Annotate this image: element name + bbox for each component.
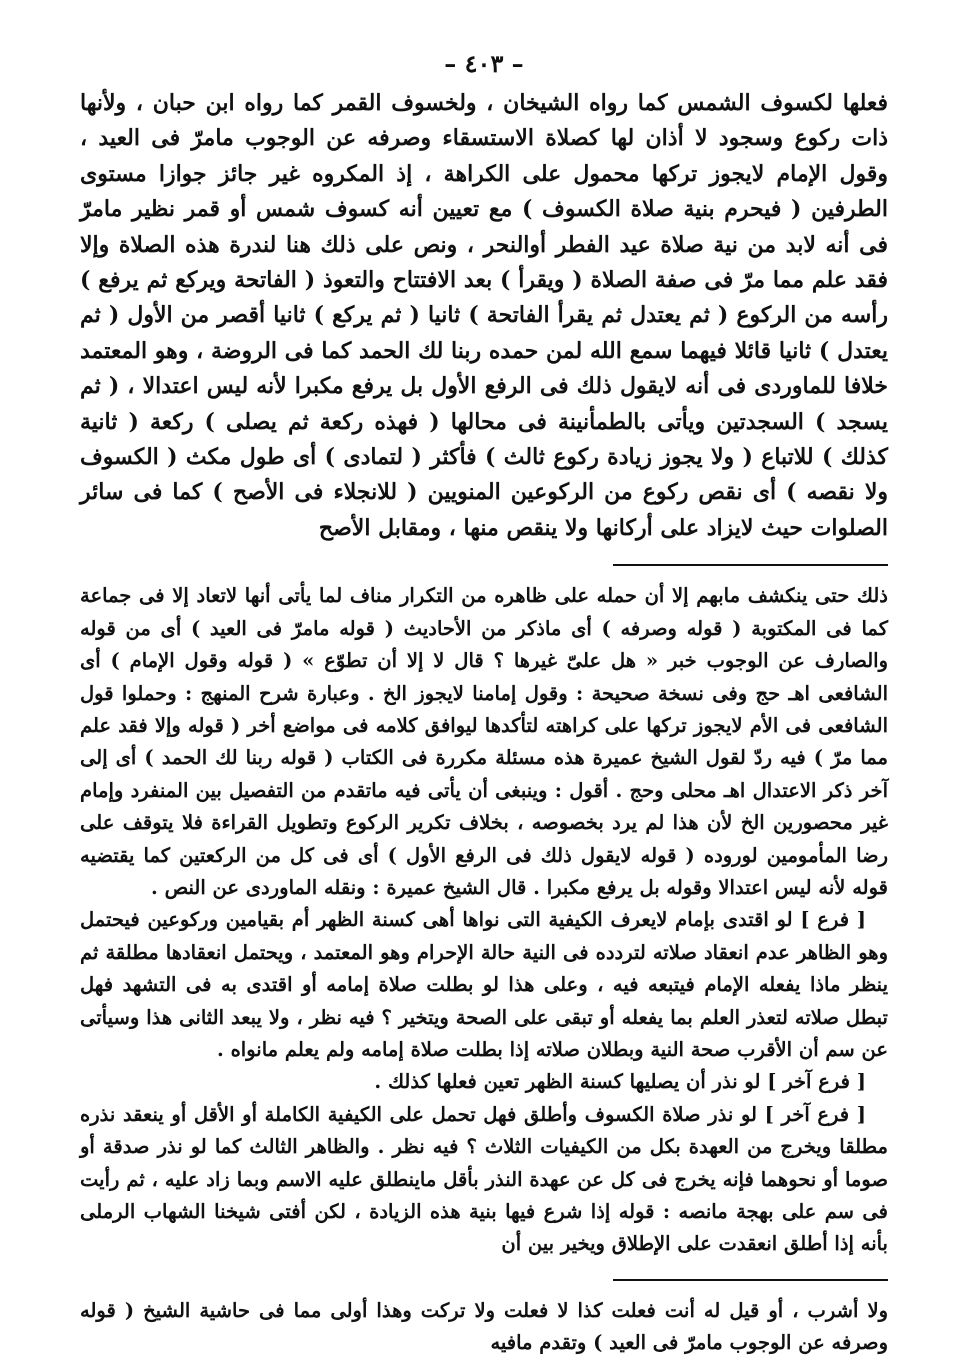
commentary-paragraph-far-akhar-1: [ فرع آخر ] لو نذر أن يصليها كسنة الظهر تعين فعلها كذلك . [374,1070,866,1094]
commentary-lower [80,1295,888,1360]
main-text [80,86,888,546]
commentary-lower-paragraph: ولا أشرب ، أو قيل له أنت فعلت كذا لا فعلت ولا تركت وهذا أولى مما فى حاشية الشيخ ( قوله وصرفه عن الوجوب مامرّ فى العيد ) وتقدم مافيه [80,1298,888,1355]
commentary-paragraph: ذلك حتى ينكشف مابهم إلا أن حمله على ظاهره من التكرار مناف لما يأتى أنها لاتعاد إلا فى جماعة كما فى المكتوبة ( قوله وصرفه ) أى ماذكر من الأحاديث ( قوله مامرّ فى العيد ) أى من قوله والصارف عن الوجوب خبر « هل علىّ غيرها ؟ قال لا إلا أن تطوّع » ( قوله وقول الإمام ) أى الشافعى اهـ حج وفى نسخة صحيحة : وقول إمامنا لايجوز الخ . وعبارة شرح المنهج : وحملوا قول الشافعى فى الأم لايجوز تركها على كراهته لتأكدها ليوافق كلامه فى مواضع أخر ( قوله وإلا فقد علم مما مرّ ) فيه ردّ لقول الشيخ عميرة هذه مسئلة مكررة فى الكتاب ( قوله ربنا لك الحمد ) أى إلى آخر ذكر الاعتدال اهـ محلى وحج . أقول : وينبغى أن يأتى فيه ماتقدم من التفصيل بين المنفرد وإمام غير محصورين الخ لأن هذا لم يرد بخصوصه ، بخلاف تكرير الركوع وتطويل القراءة فلا يتوقف على رضا المأمومين لوروده ( قوله لايقول ذلك فى الرفع الأول ) أى فى كل من الركعتين كما يقتضيه قوله لأنه ليس اعتدالا وقوله بل يرفع مكبرا . قال الشيخ عميرة : ونقله الماوردى عن النص . [80,584,888,899]
commentary-paragraph-far-akhar-2: [ فرع آخر ] لو نذر صلاة الكسوف وأطلق فهل تحمل على الكيفية الكاملة أو الأقل أو ينعقد نذره مطلقا ويخرج من العهدة بكل من الكيفيات الثلاث ؟ فيه نظر . والظاهر الثالث كما لو نذر صدقة أو صوما أو نحوهما فإنه يخرج فى كل عن عهدة النذر بأقل ماينطلق عليه الاسم وبما زاد عليه ، ثم رأيت فى سم على بهجة مانصه : قوله إذا شرع فيها بنية هذه الزيادة ، لكن أفتى شيخنا الشهاب الرملى بأنه إذا أطلق انعقدت على الإطلاق ويخير بين أن [80,1102,888,1256]
page-number: – ٤٠٣ – [444,49,524,78]
main-paragraph: فعلها لكسوف الشمس كما رواه الشيخان ، ولخسوف القمر كما رواه ابن حبان ، ولأنها ذات ركوع وسجود لا أذان لها كصلاة الاستسقاء وصرفه عن الوجوب مامرّ فى العيد ، وقول الإمام لايجوز تركها محمول على الكراهة ، إذ المكروه غير جائز جوازا مستوى الطرفين ( فيحرم بنية صلاة الكسوف ) مع تعيين أنه كسوف شمس أو قمر نظير مامرّ فى أنه لابد من نية صلاة عيد الفطر أوالنحر ، ونص على ذلك هنا لندرة هذه الصلاة وإلا فقد علم مما مرّ فى صفة الصلاة ( ويقرأ ) بعد الافتتاح والتعوذ ( الفاتحة ويركع ثم يرفع ) رأسه من الركوع ( ثم يعتدل ثم يقرأ الفاتحة ) ثانيا ( ثم يركع ) ثانيا أقصر من الأول ( ثم يعتدل ) ثانيا قائلا فيهما سمع الله لمن حمده ربنا لك الحمد كما فى الروضة ، وهو المعتمد خلافا للماوردى فى أنه لايقول ذلك فى الرفع الأول بل يرفع مكبرا لأنه ليس اعتدالا ، ( ثم يسجد ) السجدتين ويأتى بالطمأنينة فى محالها ( فهذه ركعة ثم يصلى ) ركعة ( ثانية كذلك ) للاتباع ( ولا يجوز زيادة ركوع ثالث ) فأكثر ( لتمادى ) أى طول مكث ( الكسوف ولا نقصه ) أى نقص ركوع من الركوعين المنويين ( للانجلاء فى الأصح ) كما فى سائر الصلوات حيث لايزاد على أركانها ولا ينقص منها ، ومقابل الأصح [80,90,888,541]
footnote-separator-1 [613,564,888,566]
commentary-paragraph-far: [ فرع ] لو اقتدى بإمام لايعرف الكيفية التى نواها أهى كسنة الظهر أم بقيامين وركوعين فيحتمل وهو الظاهر عدم انعقاد صلاته لتردده فى النية حالة الإحرام وهو المعتمد ، ويحتمل انعقادها مطلقة ثم ينظر ماذا يفعله الإمام فيتبعه فيه ، وعلى هذا لو بطلت صلاة إمامه أو اقتدى به فى التشهد فهل تبطل صلاته لتعذر العلم بما يفعله أو تبقى على الصحة ويتخير ؟ فيه نظر ، ولا يبعد الثانى هذا وسيأتى عن سم أن الأقرب صحة النية وبطلان صلاته إذا بطلت صلاة إمامه ولم يعلم مانواه . [80,908,888,1061]
footnote-separator-2 [613,1279,888,1281]
commentary-upper [80,580,888,1261]
